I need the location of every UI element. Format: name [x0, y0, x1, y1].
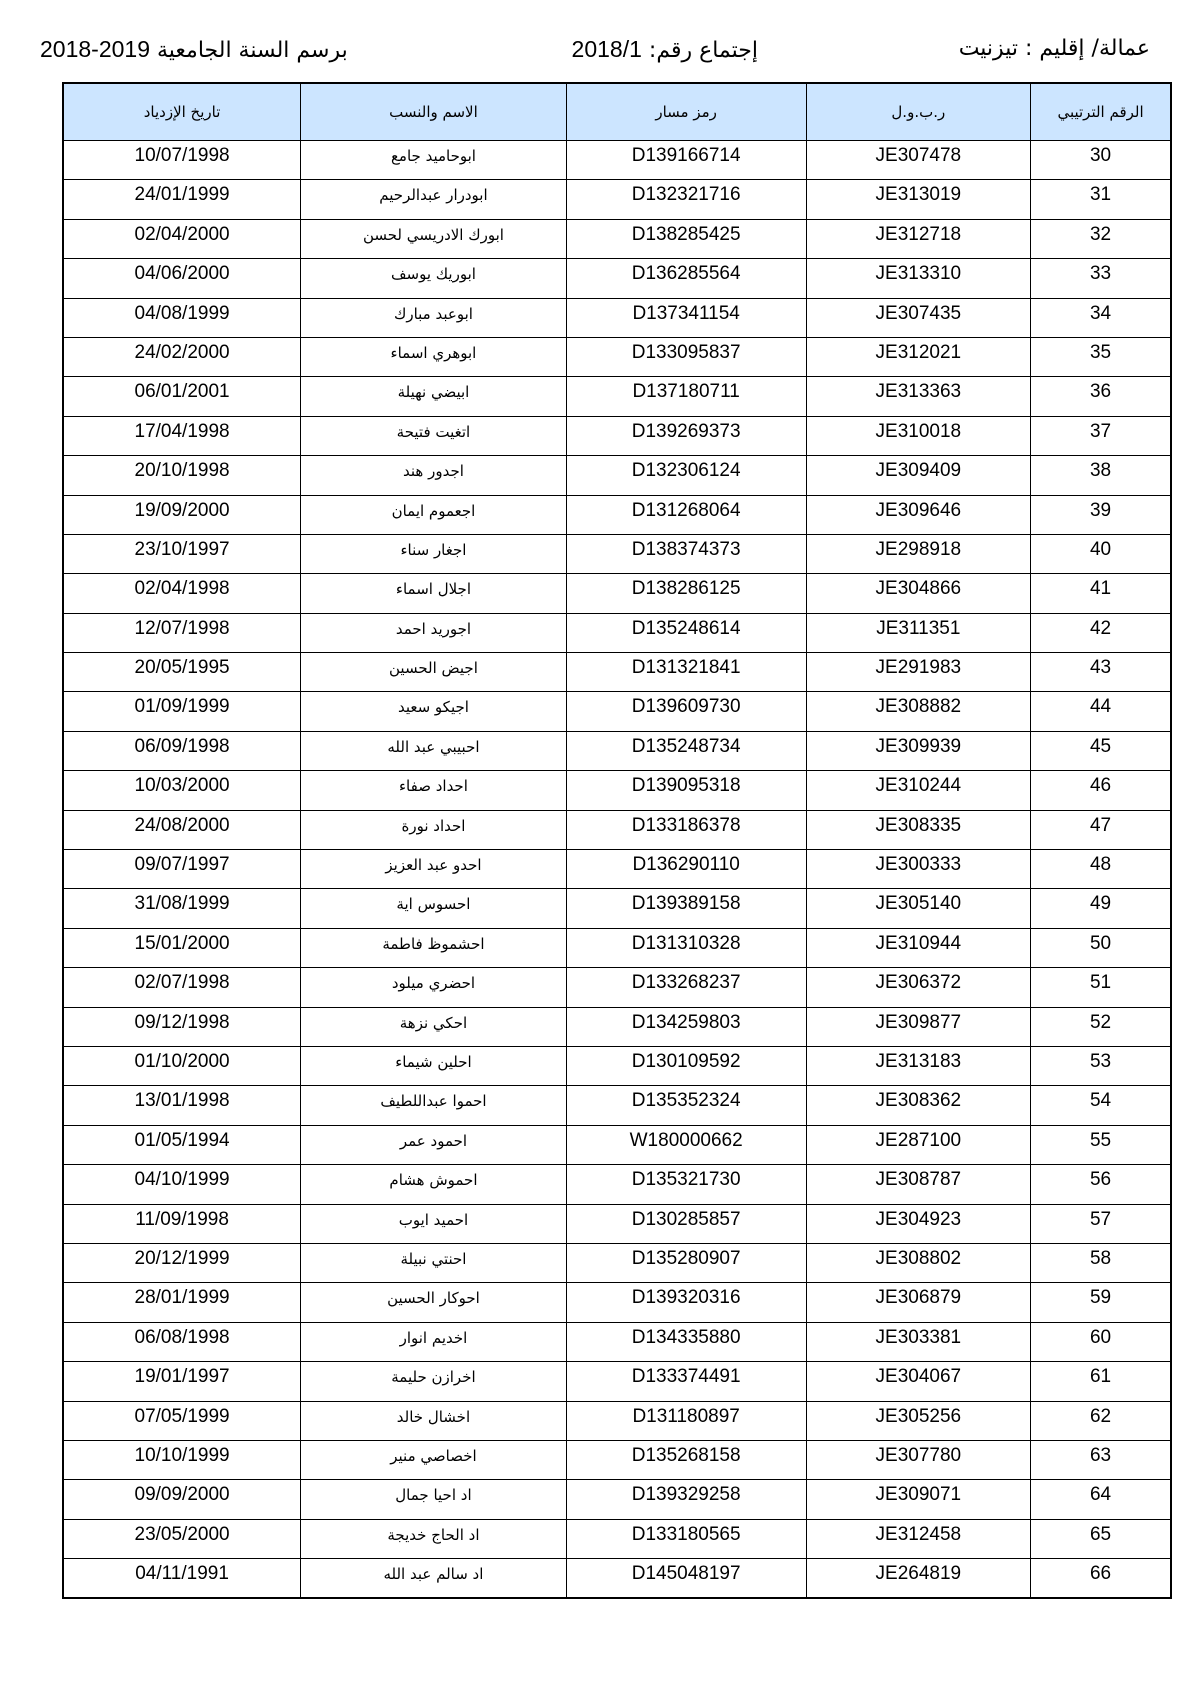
- cell-birth-date: 06/01/2001: [63, 377, 301, 416]
- cell-full-name: اد احيا جمال: [301, 1480, 567, 1519]
- cell-massar-code: D133374491: [566, 1362, 806, 1401]
- table-row: [63, 1204, 1171, 1243]
- table-row: [63, 1480, 1171, 1519]
- meeting-label: إجتماع رقم:: [648, 38, 758, 63]
- cell-full-name: احنتي نبيلة: [301, 1243, 567, 1282]
- cell-birth-date: 07/05/1999: [63, 1401, 301, 1440]
- cell-birth-date: 09/09/2000: [63, 1480, 301, 1519]
- cell-cin: JE313183: [806, 1046, 1031, 1085]
- cell-cin: JE305140: [806, 889, 1031, 928]
- table-row: [63, 850, 1171, 889]
- cell-order-number: 48: [1031, 850, 1171, 889]
- cell-full-name: احداد صفاء: [301, 771, 567, 810]
- cell-order-number: 37: [1031, 416, 1171, 455]
- cell-order-number: 57: [1031, 1204, 1171, 1243]
- cell-order-number: 38: [1031, 456, 1171, 495]
- cell-order-number: 46: [1031, 771, 1171, 810]
- table-row: [63, 219, 1171, 258]
- table-row: [63, 1440, 1171, 1479]
- cell-cin: JE310018: [806, 416, 1031, 455]
- table-row: [63, 495, 1171, 534]
- cell-massar-code: D139269373: [566, 416, 806, 455]
- cell-birth-date: 10/07/1998: [63, 141, 301, 180]
- cell-full-name: احمود عمر: [301, 1125, 567, 1164]
- cell-cin: JE312458: [806, 1519, 1031, 1558]
- table-body: [63, 141, 1171, 1598]
- table-row: [63, 692, 1171, 731]
- cell-full-name: ابوعبد مبارك: [301, 298, 567, 337]
- cell-full-name: اد الحاج خديجة: [301, 1519, 567, 1558]
- cell-order-number: 31: [1031, 180, 1171, 219]
- cell-order-number: 41: [1031, 574, 1171, 613]
- cell-birth-date: 04/06/2000: [63, 259, 301, 298]
- cell-cin: JE300333: [806, 850, 1031, 889]
- cell-birth-date: 11/09/1998: [63, 1204, 301, 1243]
- cell-order-number: 49: [1031, 889, 1171, 928]
- cell-full-name: اجيكو سعيد: [301, 692, 567, 731]
- cell-birth-date: 24/08/2000: [63, 810, 301, 849]
- cell-birth-date: 06/09/1998: [63, 731, 301, 770]
- cell-birth-date: 15/01/2000: [63, 928, 301, 967]
- cell-cin: JE310244: [806, 771, 1031, 810]
- cell-cin: JE313019: [806, 180, 1031, 219]
- table-row: [63, 1322, 1171, 1361]
- cell-order-number: 54: [1031, 1086, 1171, 1125]
- cell-massar-code: D138374373: [566, 534, 806, 573]
- cell-massar-code: D139609730: [566, 692, 806, 731]
- cell-cin: JE312718: [806, 219, 1031, 258]
- cell-full-name: اجيض الحسين: [301, 653, 567, 692]
- cell-order-number: 45: [1031, 731, 1171, 770]
- cell-massar-code: D131310328: [566, 928, 806, 967]
- table-row: [63, 534, 1171, 573]
- table-row: [63, 1125, 1171, 1164]
- cell-full-name: احداد نورة: [301, 810, 567, 849]
- cell-cin: JE308335: [806, 810, 1031, 849]
- cell-birth-date: 28/01/1999: [63, 1283, 301, 1322]
- table-row: [63, 1362, 1171, 1401]
- cell-birth-date: 20/12/1999: [63, 1243, 301, 1282]
- cell-full-name: احضري ميلود: [301, 968, 567, 1007]
- cell-birth-date: 10/03/2000: [63, 771, 301, 810]
- cell-massar-code: D135352324: [566, 1086, 806, 1125]
- cell-birth-date: 01/05/1994: [63, 1125, 301, 1164]
- column-header-cin: ر.ب.و.ل: [806, 83, 1031, 141]
- cell-full-name: اجلال اسماء: [301, 574, 567, 613]
- cell-cin: JE287100: [806, 1125, 1031, 1164]
- cell-massar-code: D135268158: [566, 1440, 806, 1479]
- cell-cin: JE303381: [806, 1322, 1031, 1361]
- cell-massar-code: D139320316: [566, 1283, 806, 1322]
- cell-cin: JE308882: [806, 692, 1031, 731]
- cell-full-name: ابيضي نهيلة: [301, 377, 567, 416]
- cell-birth-date: 13/01/1998: [63, 1086, 301, 1125]
- region-label: عمالة/ إقليم : تيزنيت: [958, 36, 1150, 61]
- cell-birth-date: 02/04/2000: [63, 219, 301, 258]
- cell-full-name: ابوحاميد جامع: [301, 141, 567, 180]
- cell-cin: JE309409: [806, 456, 1031, 495]
- document-header: [40, 36, 1150, 76]
- table-row: [63, 298, 1171, 337]
- table-row: [63, 653, 1171, 692]
- cell-cin: JE311351: [806, 613, 1031, 652]
- table-row: [63, 1519, 1171, 1558]
- table-row: [63, 1165, 1171, 1204]
- cell-birth-date: 12/07/1998: [63, 613, 301, 652]
- cell-full-name: ابودرار عبدالرحيم: [301, 180, 567, 219]
- cell-birth-date: 04/10/1999: [63, 1165, 301, 1204]
- table-row: [63, 416, 1171, 455]
- cell-cin: JE310944: [806, 928, 1031, 967]
- cell-order-number: 59: [1031, 1283, 1171, 1322]
- cell-massar-code: D132321716: [566, 180, 806, 219]
- cell-order-number: 58: [1031, 1243, 1171, 1282]
- cell-cin: JE307435: [806, 298, 1031, 337]
- cell-order-number: 43: [1031, 653, 1171, 692]
- cell-cin: JE307478: [806, 141, 1031, 180]
- cell-order-number: 33: [1031, 259, 1171, 298]
- cell-full-name: احبيبي عبد الله: [301, 731, 567, 770]
- cell-birth-date: 01/09/1999: [63, 692, 301, 731]
- table-row: [63, 141, 1171, 180]
- cell-full-name: احموش هشام: [301, 1165, 567, 1204]
- cell-birth-date: 23/10/1997: [63, 534, 301, 573]
- table-row: [63, 1046, 1171, 1085]
- cell-birth-date: 04/11/1991: [63, 1559, 301, 1598]
- cell-birth-date: 06/08/1998: [63, 1322, 301, 1361]
- cell-full-name: اجغار سناء: [301, 534, 567, 573]
- cell-order-number: 44: [1031, 692, 1171, 731]
- cell-birth-date: 20/05/1995: [63, 653, 301, 692]
- cell-massar-code: D133268237: [566, 968, 806, 1007]
- cell-full-name: اجدور هند: [301, 456, 567, 495]
- cell-cin: JE306879: [806, 1283, 1031, 1322]
- cell-massar-code: D139166714: [566, 141, 806, 180]
- table-row: [63, 259, 1171, 298]
- cell-full-name: احكي نزهة: [301, 1007, 567, 1046]
- cell-order-number: 63: [1031, 1440, 1171, 1479]
- table-row: [63, 810, 1171, 849]
- cell-full-name: اجوريد احمد: [301, 613, 567, 652]
- cell-birth-date: 09/12/1998: [63, 1007, 301, 1046]
- cell-order-number: 39: [1031, 495, 1171, 534]
- cell-order-number: 65: [1031, 1519, 1171, 1558]
- cell-massar-code: D133095837: [566, 337, 806, 376]
- cell-full-name: احدو عبد العزيز: [301, 850, 567, 889]
- cell-order-number: 52: [1031, 1007, 1171, 1046]
- cell-cin: JE264819: [806, 1559, 1031, 1598]
- cell-massar-code: D134259803: [566, 1007, 806, 1046]
- year-label: برسم السنة الجامعية: [157, 38, 348, 63]
- cell-massar-code: D132306124: [566, 456, 806, 495]
- table-row: [63, 1559, 1171, 1598]
- cell-massar-code: D133186378: [566, 810, 806, 849]
- cell-birth-date: 19/01/1997: [63, 1362, 301, 1401]
- cell-order-number: 56: [1031, 1165, 1171, 1204]
- column-header-birth-date: تاريخ الإزدياد: [63, 83, 301, 141]
- cell-massar-code: D136290110: [566, 850, 806, 889]
- cell-cin: JE309877: [806, 1007, 1031, 1046]
- cell-massar-code: D139389158: [566, 889, 806, 928]
- cell-full-name: احميد ايوب: [301, 1204, 567, 1243]
- cell-cin: JE304067: [806, 1362, 1031, 1401]
- cell-massar-code: D138286125: [566, 574, 806, 613]
- cell-order-number: 64: [1031, 1480, 1171, 1519]
- cell-cin: JE307780: [806, 1440, 1031, 1479]
- students-table: [62, 82, 1172, 1599]
- cell-massar-code: D139329258: [566, 1480, 806, 1519]
- cell-cin: JE305256: [806, 1401, 1031, 1440]
- cell-order-number: 40: [1031, 534, 1171, 573]
- table-row: [63, 613, 1171, 652]
- cell-massar-code: D136285564: [566, 259, 806, 298]
- cell-birth-date: 20/10/1998: [63, 456, 301, 495]
- cell-massar-code: D131321841: [566, 653, 806, 692]
- table-row: [63, 928, 1171, 967]
- cell-birth-date: 01/10/2000: [63, 1046, 301, 1085]
- cell-cin: JE313310: [806, 259, 1031, 298]
- cell-cin: JE308802: [806, 1243, 1031, 1282]
- cell-order-number: 50: [1031, 928, 1171, 967]
- column-header-full-name: الاسم والنسب: [301, 83, 567, 141]
- cell-order-number: 32: [1031, 219, 1171, 258]
- cell-massar-code: D137341154: [566, 298, 806, 337]
- cell-cin: JE306372: [806, 968, 1031, 1007]
- table-row: [63, 1401, 1171, 1440]
- cell-birth-date: 10/10/1999: [63, 1440, 301, 1479]
- cell-order-number: 36: [1031, 377, 1171, 416]
- cell-cin: JE308362: [806, 1086, 1031, 1125]
- cell-order-number: 34: [1031, 298, 1171, 337]
- cell-order-number: 61: [1031, 1362, 1171, 1401]
- cell-order-number: 55: [1031, 1125, 1171, 1164]
- cell-massar-code: D135248734: [566, 731, 806, 770]
- cell-massar-code: D135280907: [566, 1243, 806, 1282]
- cell-massar-code: D137180711: [566, 377, 806, 416]
- cell-cin: JE309071: [806, 1480, 1031, 1519]
- table-row: [63, 771, 1171, 810]
- cell-full-name: اد سالم عبد الله: [301, 1559, 567, 1598]
- cell-full-name: احلين شيماء: [301, 1046, 567, 1085]
- cell-massar-code: D133180565: [566, 1519, 806, 1558]
- table-row: [63, 1283, 1171, 1322]
- cell-full-name: اخصاصي منير: [301, 1440, 567, 1479]
- column-header-order-number: الرقم الترتيبي: [1031, 83, 1171, 141]
- academic-year: [40, 36, 348, 63]
- cell-massar-code: D131180897: [566, 1401, 806, 1440]
- cell-cin: JE298918: [806, 534, 1031, 573]
- table-row: [63, 574, 1171, 613]
- cell-order-number: 42: [1031, 613, 1171, 652]
- cell-order-number: 30: [1031, 141, 1171, 180]
- cell-massar-code: D130109592: [566, 1046, 806, 1085]
- cell-massar-code: D145048197: [566, 1559, 806, 1598]
- cell-birth-date: 02/04/1998: [63, 574, 301, 613]
- cell-order-number: 47: [1031, 810, 1171, 849]
- cell-full-name: ابورك الادريسي لحسن: [301, 219, 567, 258]
- cell-birth-date: 17/04/1998: [63, 416, 301, 455]
- table-row: [63, 731, 1171, 770]
- cell-order-number: 60: [1031, 1322, 1171, 1361]
- cell-birth-date: 09/07/1997: [63, 850, 301, 889]
- table-row: [63, 968, 1171, 1007]
- cell-full-name: احوكار الحسين: [301, 1283, 567, 1322]
- cell-birth-date: 23/05/2000: [63, 1519, 301, 1558]
- cell-full-name: اتغيت فتيحة: [301, 416, 567, 455]
- table-row: [63, 1243, 1171, 1282]
- cell-cin: JE304923: [806, 1204, 1031, 1243]
- table-header: [63, 83, 1171, 141]
- cell-massar-code: D131268064: [566, 495, 806, 534]
- table-row: [63, 377, 1171, 416]
- cell-cin: JE308787: [806, 1165, 1031, 1204]
- cell-birth-date: 31/08/1999: [63, 889, 301, 928]
- cell-massar-code: D135248614: [566, 613, 806, 652]
- cell-full-name: ابوهري اسماء: [301, 337, 567, 376]
- table-row: [63, 456, 1171, 495]
- cell-full-name: ابوريك يوسف: [301, 259, 567, 298]
- cell-cin: JE313363: [806, 377, 1031, 416]
- table-row: [63, 1007, 1171, 1046]
- cell-full-name: احسوس اية: [301, 889, 567, 928]
- cell-birth-date: 24/01/1999: [63, 180, 301, 219]
- cell-order-number: 62: [1031, 1401, 1171, 1440]
- cell-cin: JE309939: [806, 731, 1031, 770]
- cell-full-name: اخرازن حليمة: [301, 1362, 567, 1401]
- cell-full-name: اجعموم ايمان: [301, 495, 567, 534]
- cell-cin: JE291983: [806, 653, 1031, 692]
- meeting-number: 2018/1: [571, 36, 642, 62]
- cell-massar-code: D139095318: [566, 771, 806, 810]
- cell-birth-date: 19/09/2000: [63, 495, 301, 534]
- year-value: 2018-2019: [40, 36, 150, 62]
- cell-birth-date: 02/07/1998: [63, 968, 301, 1007]
- cell-massar-code: D130285857: [566, 1204, 806, 1243]
- cell-massar-code: D134335880: [566, 1322, 806, 1361]
- cell-massar-code: D138285425: [566, 219, 806, 258]
- cell-birth-date: 04/08/1999: [63, 298, 301, 337]
- meeting-info: [572, 36, 758, 63]
- cell-birth-date: 24/02/2000: [63, 337, 301, 376]
- cell-full-name: احموا عبداللطيف: [301, 1086, 567, 1125]
- table-row: [63, 1086, 1171, 1125]
- cell-full-name: اخشال خالد: [301, 1401, 567, 1440]
- cell-massar-code: W180000662: [566, 1125, 806, 1164]
- table-row: [63, 180, 1171, 219]
- cell-full-name: احشموظ فاطمة: [301, 928, 567, 967]
- cell-cin: JE309646: [806, 495, 1031, 534]
- cell-full-name: اخديم انوار: [301, 1322, 567, 1361]
- cell-order-number: 51: [1031, 968, 1171, 1007]
- cell-order-number: 35: [1031, 337, 1171, 376]
- table-row: [63, 337, 1171, 376]
- table-row: [63, 889, 1171, 928]
- cell-cin: JE304866: [806, 574, 1031, 613]
- cell-order-number: 53: [1031, 1046, 1171, 1085]
- cell-massar-code: D135321730: [566, 1165, 806, 1204]
- column-header-massar-code: رمز مسار: [566, 83, 806, 141]
- cell-order-number: 66: [1031, 1559, 1171, 1598]
- cell-cin: JE312021: [806, 337, 1031, 376]
